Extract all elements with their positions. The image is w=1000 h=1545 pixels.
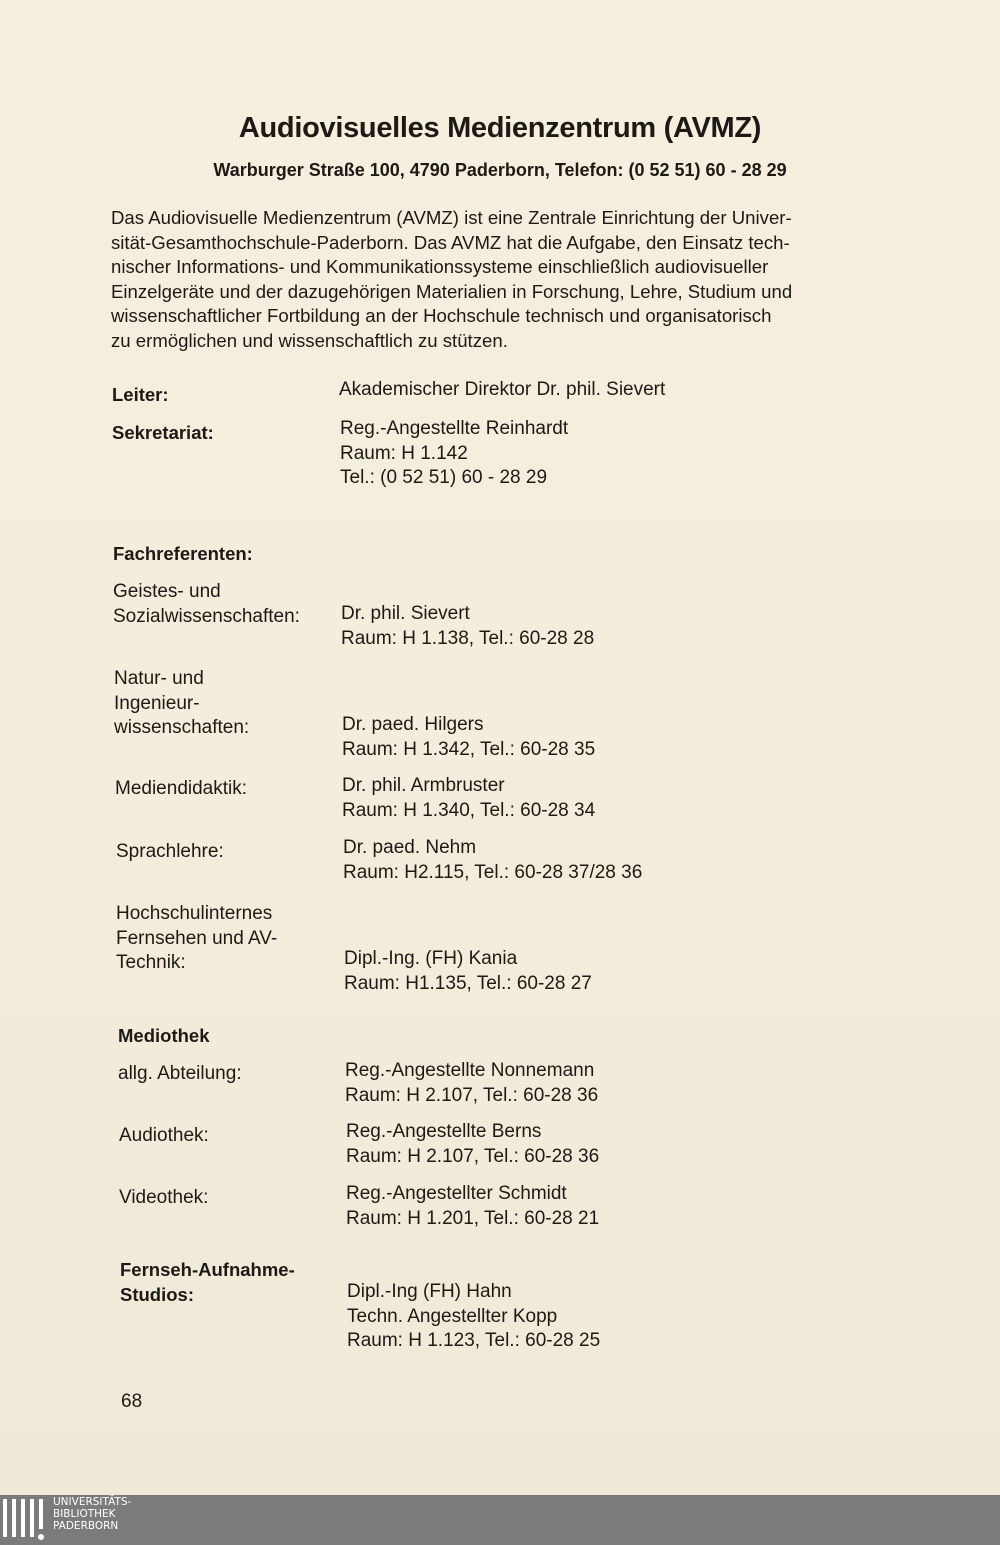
label-line: Fernseh-Aufnahme- [120,1259,295,1280]
library-name [53,1496,131,1532]
contact-room: Raum: H 1.138, Tel.: 60-28 28 [341,627,595,649]
fachreferent-value [342,713,595,762]
fachreferenten-heading: Fachreferenten: [113,543,253,564]
sekretariat-phone: Tel.: (0 52 51) 60 - 28 29 [340,467,548,488]
fachreferent-label [114,667,249,741]
label-line: Studios: [120,1283,194,1305]
mediothek-value [346,1182,599,1231]
intro-paragraph [111,206,901,354]
fachreferent-value [341,602,594,651]
label-line: Mediendidaktik: [115,778,248,799]
intro-line: nischer Informations- und Kommunikationssysteme einschließlich audiovisueller [111,256,769,278]
intro-line: zu ermöglichen und wissenschaftlich zu stützen. [111,329,508,351]
library-name-line: BIBLIOTHEK [53,1508,116,1520]
fachreferent-value [343,836,642,885]
library-name-line: UNIVERSITÄTS- [53,1496,132,1508]
contact-name: Dr. phil. Sievert [341,603,470,624]
label-line: Sozialwissenschaften: [113,605,300,627]
address-line: Warburger Straße 100, 4790 Paderborn, Telefon: (0 52 51) 60 - 28 29 [213,160,787,180]
intro-line: Das Audiovisuelle Medienzentrum (AVMZ) ist eine Zentrale Einrichtung der Univer- [111,207,792,228]
contact-room: Raum: H 2.107, Tel.: 60-28 36 [346,1145,600,1167]
fachreferent-label [116,840,224,865]
label-line: wissenschaften: [114,717,250,738]
contact-name: Dr. paed. Nehm [343,837,477,858]
page-title: Audiovisuelles Medienzentrum (AVMZ) [238,112,762,144]
contact-room: Raum: H 2.107, Tel.: 60-28 36 [345,1084,599,1106]
label-line: Ingenieur- [114,692,200,714]
contact-room: Raum: H 1.340, Tel.: 60-28 34 [342,799,596,821]
contact-name: Dipl.-Ing (FH) Hahn [347,1281,512,1302]
mediothek-heading: Mediothek [118,1025,210,1046]
sekretariat-name: Reg.-Angestellte Reinhardt [340,418,569,439]
label-line: Hochschulinternes [116,903,273,924]
label-line: Fernsehen und AV- [116,927,278,949]
fachreferent-value [342,774,595,823]
label-line: Technik: [116,952,186,973]
contact-room: Raum: H2.115, Tel.: 60-28 37/28 36 [343,861,643,883]
contact-name: Dipl.-Ing. (FH) Kania [344,948,518,969]
leiter-value: Akademischer Direktor Dr. phil. Sievert [339,379,666,400]
mediothek-value [345,1059,598,1108]
contact-name: Dr. paed. Hilgers [342,714,484,735]
mediothek-label: allg. Abteilung: [118,1063,242,1084]
fachreferent-label [116,902,277,976]
label-line: Natur- und [114,668,204,689]
contact-room: Raum: H 1.342, Tel.: 60-28 35 [342,738,596,760]
sekretariat-value [340,417,568,491]
mediothek-label: Videothek: [119,1187,209,1208]
library-name-line: PADERBORN [53,1520,119,1532]
contact-name: Reg.-Angestellte Nonnemann [345,1060,595,1081]
fachreferent-label [115,777,247,802]
intro-line: sität-Gesamthochschule-Paderborn. Das AVMZ hat die Aufgabe, den Einsatz tech- [111,231,790,253]
intro-line: wissenschaftlicher Fortbildung an der Hochschule technisch und organisatorisch [111,305,772,327]
label-line: Sprachlehre: [116,841,224,862]
mediothek-value [346,1120,599,1169]
contact-name: Reg.-Angestellte Berns [346,1121,542,1142]
intro-line: Einzelgeräte und der dazugehörigen Materialien in Forschung, Lehre, Studium und [111,280,793,302]
page-number: 68 [121,1391,143,1412]
library-footer [0,1495,1000,1545]
sekretariat-label: Sekretariat: [112,422,214,443]
contact-room: Raum: H 1.201, Tel.: 60-28 21 [346,1207,600,1229]
fachreferent-label [113,580,300,629]
contact-room: Raum: H1.135, Tel.: 60-28 27 [344,972,592,994]
studios-label [120,1258,295,1307]
fachreferent-value [344,947,592,996]
leiter-label: Leiter: [112,384,169,405]
contact-name: Techn. Angestellter Kopp [347,1305,558,1327]
sekretariat-room: Raum: H 1.142 [340,442,468,464]
mediothek-label: Audiothek: [119,1125,209,1146]
contact-name: Reg.-Angestellter Schmidt [346,1183,567,1204]
label-line: Geistes- und [113,581,221,602]
studios-value [347,1280,600,1354]
contact-room: Raum: H 1.123, Tel.: 60-28 25 [347,1330,601,1351]
library-logo-icon [0,1495,50,1545]
contact-name: Dr. phil. Armbruster [342,775,505,796]
